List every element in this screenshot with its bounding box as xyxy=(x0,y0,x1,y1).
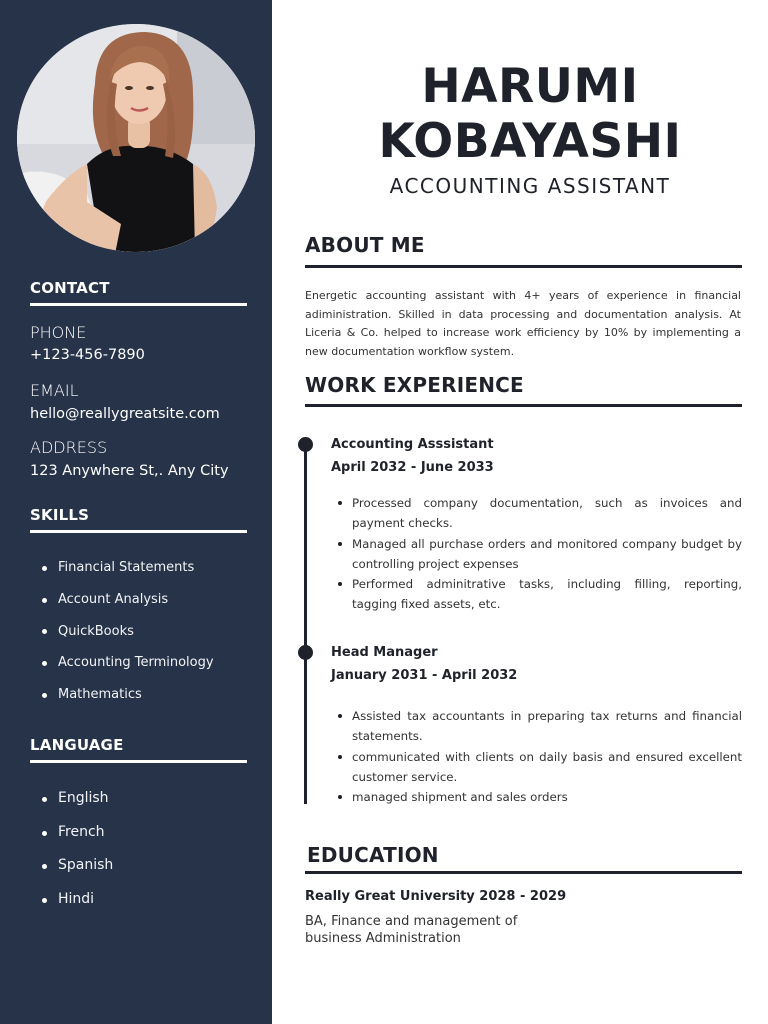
profile-photo-image xyxy=(17,24,255,252)
language-divider xyxy=(30,760,247,763)
bullet-icon xyxy=(42,831,47,836)
address-label: ADDRESS xyxy=(30,438,108,457)
bullet-icon xyxy=(338,714,342,718)
job-dates: April 2032 - June 2033 xyxy=(331,460,494,475)
skill-text: Accounting Terminology xyxy=(58,655,214,671)
about-divider xyxy=(305,265,742,268)
phone-label: PHONE xyxy=(30,323,87,342)
skills-divider xyxy=(30,530,247,533)
bullet-icon xyxy=(42,598,47,603)
education-divider xyxy=(305,871,742,874)
language-text: Hindi xyxy=(58,891,95,908)
list-item xyxy=(40,584,214,616)
language-text: Spanish xyxy=(58,857,114,874)
list-item xyxy=(40,679,214,711)
bullet-icon xyxy=(338,795,342,799)
bullet-icon xyxy=(42,693,47,698)
list-item xyxy=(40,883,113,917)
list-item xyxy=(337,787,742,807)
bullet-icon xyxy=(42,797,47,802)
list-item xyxy=(40,816,113,850)
list-item xyxy=(337,747,742,788)
timeline-line xyxy=(304,444,307,804)
language-heading: LANGUAGE xyxy=(30,736,124,754)
list-item xyxy=(40,849,113,883)
list-item xyxy=(40,552,214,584)
about-heading: ABOUT ME xyxy=(305,233,425,257)
bullet-icon xyxy=(42,898,47,903)
experience-heading: WORK EXPERIENCE xyxy=(305,373,524,397)
job-bullets xyxy=(337,493,742,615)
bullet-icon xyxy=(42,864,47,869)
job-role: Head Manager xyxy=(331,645,438,660)
skill-text: Financial Statements xyxy=(58,560,195,575)
skill-text: Account Analysis xyxy=(58,591,169,607)
language-text: English xyxy=(58,790,109,806)
job-dates: January 2031 - April 2032 xyxy=(331,668,518,683)
bullet-icon xyxy=(338,755,342,759)
email-label: EMAIL xyxy=(30,381,79,400)
language-text: French xyxy=(58,823,105,840)
bullet-icon xyxy=(42,629,47,634)
list-item xyxy=(40,616,214,648)
phone-value[interactable]: +123-456-7890 xyxy=(30,347,145,363)
bullet-text: Performed adminitrative tasks, including filling, reporting, tagging fixed assets, etc. xyxy=(352,577,742,612)
skills-list xyxy=(40,552,214,711)
contact-heading: CONTACT xyxy=(30,279,110,297)
bullet-text: Managed all purchase orders and monitored company budget by controlling project expenses xyxy=(352,536,742,571)
sidebar xyxy=(0,0,272,1024)
first-name: HARUMI xyxy=(421,59,639,114)
job-role: Accounting Asssistant xyxy=(331,437,494,452)
list-item xyxy=(337,706,742,747)
education-school: Really Great University 2028 - 2029 xyxy=(305,889,567,904)
bullet-icon xyxy=(338,582,342,586)
list-item xyxy=(40,782,113,816)
list-item xyxy=(40,647,214,679)
contact-divider xyxy=(30,303,247,306)
last-name: KOBAYASHI xyxy=(378,114,682,169)
timeline-dot-icon xyxy=(298,645,313,660)
email-value[interactable]: hello@reallygreatsite.com xyxy=(30,406,220,422)
job-bullets xyxy=(337,706,742,807)
job-title: ACCOUNTING ASSISTANT xyxy=(389,174,671,198)
about-text: Energetic accounting assistant with 4+ years of experience in financial adiministration. Skilled in data processing and documentation analysis. At Liceria & Co. helped to increase work efficiency by 10% by implementing a new documentation workflow system. xyxy=(305,289,741,358)
skill-text: Mathematics xyxy=(58,687,142,702)
skills-heading: SKILLS xyxy=(30,506,90,524)
education-degree: BA, Finance and management of business Administration xyxy=(305,914,518,946)
education-heading: EDUCATION xyxy=(307,843,439,867)
skill-text: QuickBooks xyxy=(58,623,134,639)
bullet-icon xyxy=(42,661,47,666)
bullet-text: communicated with clients on daily basis and ensured excellent customer service. xyxy=(352,749,742,784)
language-list xyxy=(40,782,113,917)
bullet-text: Processed company documentation, such as invoices and payment checks. xyxy=(352,496,742,531)
list-item xyxy=(337,493,742,534)
bullet-icon xyxy=(338,501,342,505)
bullet-icon xyxy=(338,542,342,546)
bullet-icon xyxy=(42,566,47,571)
list-item xyxy=(337,574,742,615)
timeline-dot-icon xyxy=(298,437,313,452)
bullet-text: Assisted tax accountants in preparing tax returns and financial statements. xyxy=(352,709,742,744)
list-item xyxy=(337,534,742,575)
bullet-text: managed shipment and sales orders xyxy=(352,790,568,805)
experience-divider xyxy=(305,404,742,407)
profile-photo xyxy=(17,24,255,252)
address-value: 123 Anywhere St,. Any City xyxy=(30,463,229,479)
